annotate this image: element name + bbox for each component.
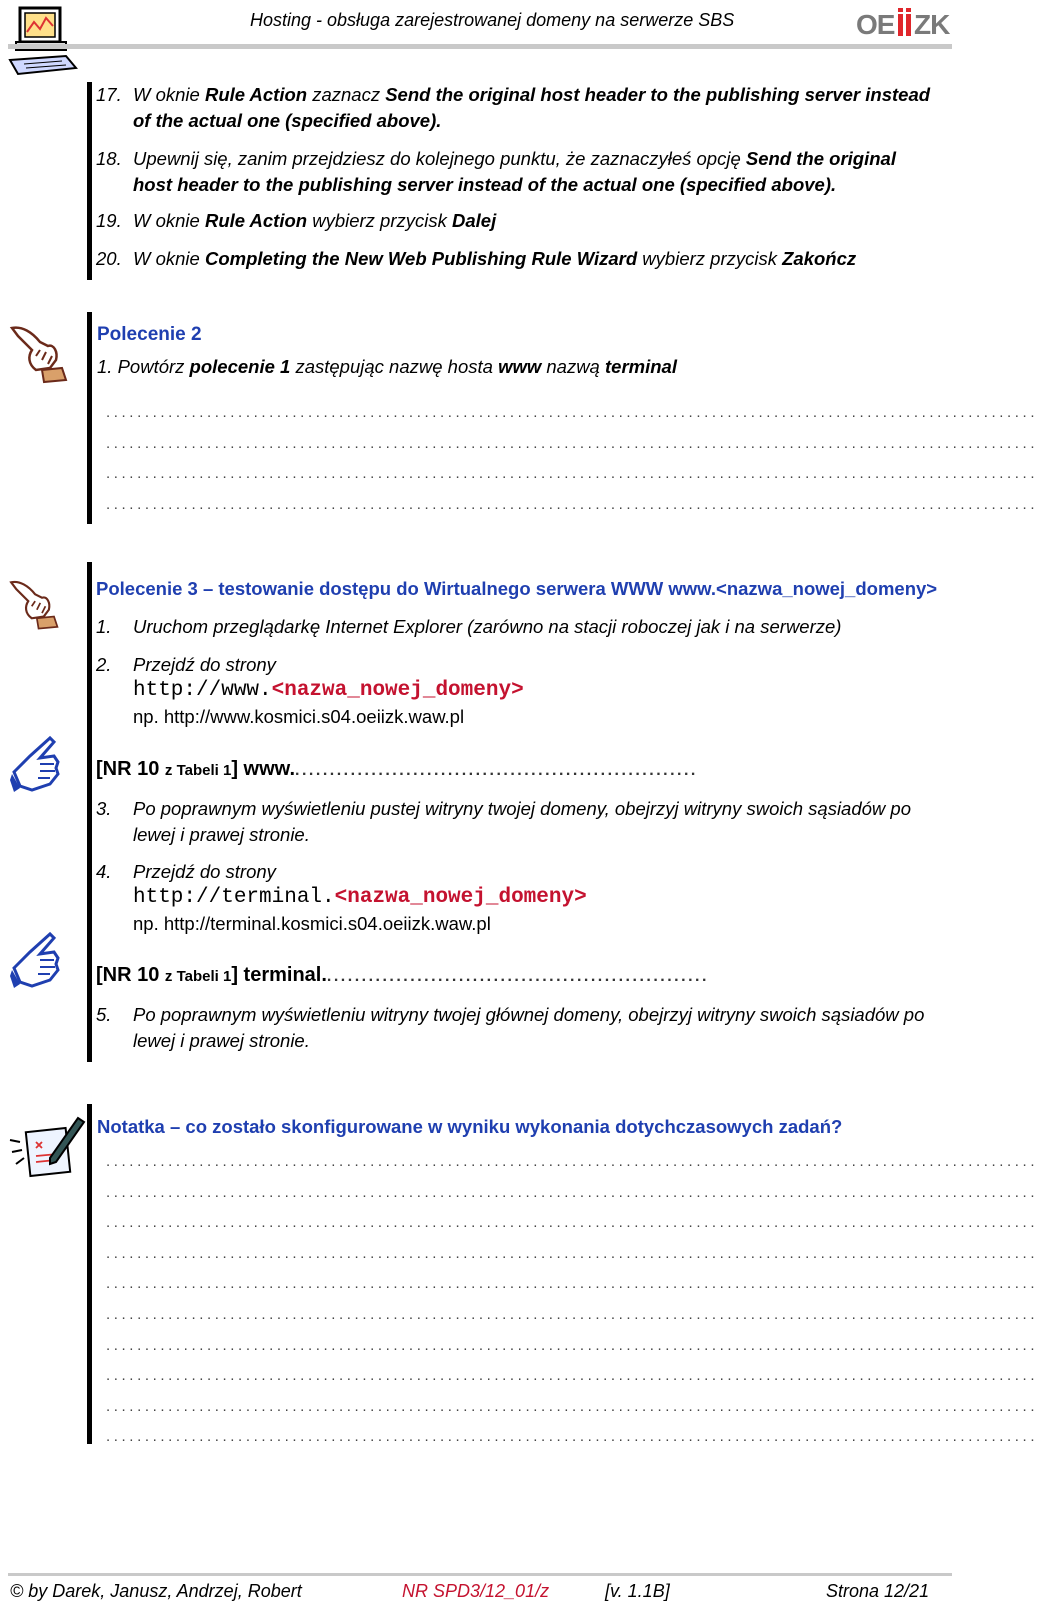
nr-terminal-field: [NR 10 z Tabeli 1] terminal........................................................ — [96, 964, 709, 986]
section-bar — [87, 562, 92, 1062]
note-answer-line: ........................................................................................................................ — [106, 1214, 1038, 1232]
note-answer-line: ........................................................................................................................ — [106, 1306, 1038, 1323]
step-17: 17. W oknie Rule Action zaznacz Send the original host header to the publishing server instead of the actual one (specified above). — [96, 84, 931, 131]
section-bar — [87, 1104, 92, 1444]
header-title: Hosting - obsługa zarejestrowanej domeny na serwerze SBS — [250, 10, 735, 30]
note-answer-line: ........................................................................................................................ — [106, 1275, 1038, 1293]
answer-dots: ....................................................... — [326, 968, 709, 985]
steps-top — [96, 82, 930, 272]
note-answer-line: ........................................................................................................................ — [106, 1153, 1038, 1170]
answer-line: ........................................................................................................................ — [106, 404, 1038, 421]
note-answer-line: ........................................................................................................................ — [106, 1244, 1038, 1262]
section-bar — [87, 312, 92, 524]
step-19: 19. W oknie Rule Action wybierz przycisk Dalej — [96, 210, 497, 231]
note-answer-line: ........................................................................................................................ — [106, 1428, 1038, 1446]
url-www: http://www.<nazwa_nowej_domeny> — [133, 679, 524, 702]
footer-page: Strona 12/21 — [826, 1581, 930, 1601]
oeiizk-logo — [856, 6, 956, 42]
note-answer-line: ........................................................................................................................ — [106, 1367, 1038, 1385]
polecenie3-step-4: 4. Przejdź do strony http://terminal.<nazwa_nowej_domeny> np. http://terminal.kosmici.s04.oeiizk.waw.pl — [96, 859, 587, 937]
pointing-hand-icon — [10, 930, 66, 995]
note-answer-line: ........................................................................................................................ — [106, 1336, 1038, 1354]
answer-dots: .......................................................... — [295, 762, 698, 779]
note-pen-icon — [6, 1112, 86, 1187]
footer-rule — [8, 1573, 952, 1576]
footer-nr: NR SPD3/12_01/z — [402, 1581, 550, 1601]
answer-line: ........................................................................................................................ — [106, 496, 1038, 513]
note-answer-line: ........................................................................................................................ — [106, 1183, 1038, 1201]
svg-text:OE: OE — [856, 9, 895, 40]
polecenie3-heading: Polecenie 3 – testowanie dostępu do Wirtualnego serwera WWW www.<nazwa_nowej_domeny> — [96, 578, 938, 599]
footer-version: [v. 1.1B] — [605, 1581, 670, 1601]
svg-text:ZK: ZK — [914, 9, 950, 40]
polecenie3-step-3: 3. Po poprawnym wyświetleniu pustej witryny twojej domeny, obejrzyj witryny swoich sąsiadów po lewej i prawej stronie. — [96, 798, 912, 845]
polecenie2-heading: Polecenie 2 — [97, 324, 202, 345]
hand-pointer-icon — [6, 570, 66, 639]
step-20: 20. W oknie Completing the New Web Publishing Rule Wizard wybierz przycisk Zakończ — [96, 248, 857, 269]
answer-line: ........................................................................................................................ — [106, 465, 1038, 482]
polecenie2-step-1: 1. Powtórz polecenie 1 zastępując nazwę hosta www nazwą terminal — [97, 356, 677, 377]
header-rule — [8, 44, 952, 49]
notatka-heading: Notatka – co zostało skonfigurowane w wyniku wykonania dotychczasowych zadań? — [97, 1116, 843, 1137]
footer-authors: © by Darek, Janusz, Andrzej, Robert — [10, 1581, 302, 1601]
polecenie3-step-1: 1. Uruchom przeglądarkę Internet Explorer (zarówno na stacji roboczej jak i na serwerze) — [96, 616, 842, 637]
polecenie3-step-2: 2. Przejdź do strony http://www.<nazwa_nowej_domeny> np. http://www.kosmici.s04.oeiizk.waw.pl — [96, 652, 524, 730]
step-18: 18. Upewnij się, zanim przejdziesz do kolejnego punktu, że zaznaczyłeś opcję Send the original host header to the publishing server instead of the actual one (specified above). — [96, 148, 896, 195]
example-terminal: np. http://terminal.kosmici.s04.oeiizk.waw.pl — [133, 913, 491, 934]
pointing-hand-icon — [10, 734, 66, 799]
url-terminal: http://terminal.<nazwa_nowej_domeny> — [133, 886, 587, 909]
polecenie3-step-5: 5. Po poprawnym wyświetleniu witryny twojej głównej domeny, obejrzyj witryny swoich sąsiadów po lewej i prawej stronie. — [96, 1004, 925, 1051]
note-answer-line: ........................................................................................................................ — [106, 1397, 1038, 1415]
nr-www-field: [NR 10 z Tabeli 1] www........................................................... — [96, 758, 698, 780]
hand-pointer-icon — [6, 316, 76, 391]
example-www: np. http://www.kosmici.s04.oeiizk.waw.pl — [133, 706, 465, 727]
section-bar — [87, 82, 92, 280]
answer-line: ........................................................................................................................ — [106, 435, 1038, 452]
